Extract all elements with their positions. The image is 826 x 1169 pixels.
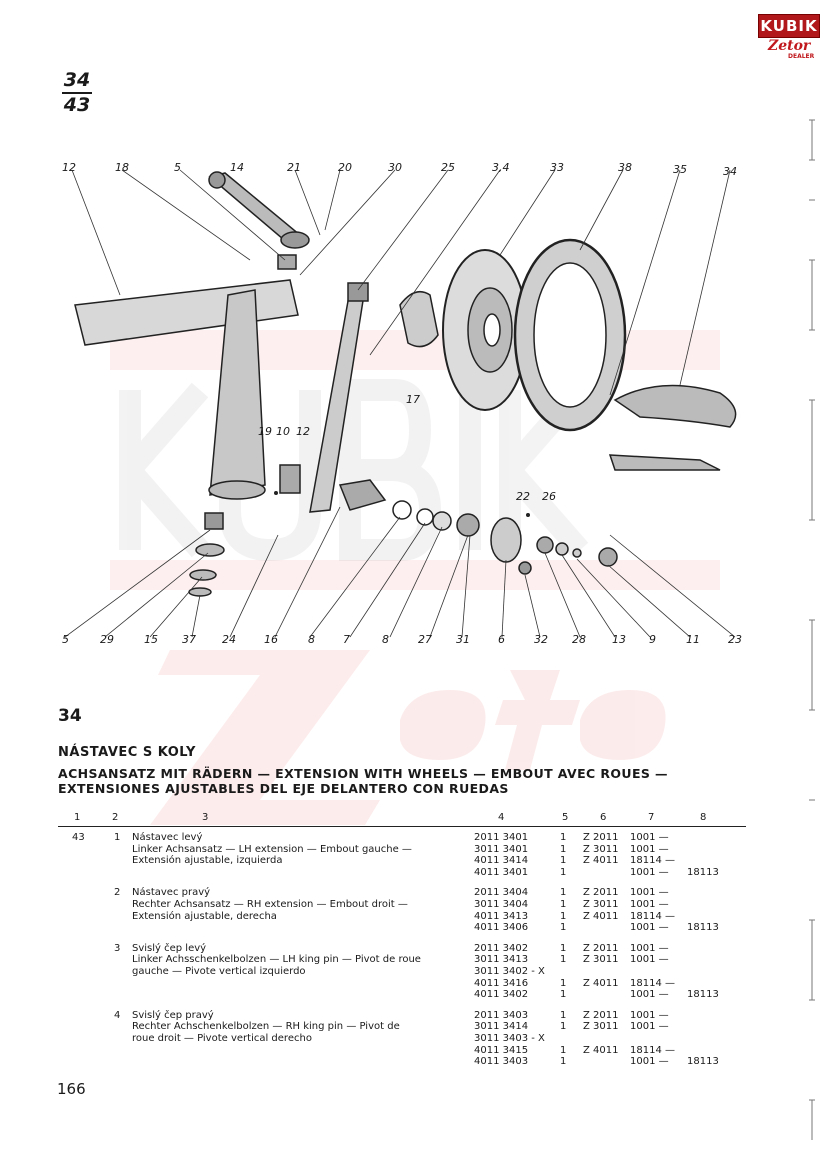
description-line: Nástavec pravý: [132, 887, 211, 899]
table-header-rule: [58, 826, 746, 827]
callout-label: 34: [723, 165, 737, 178]
callout-label: 35: [673, 163, 687, 176]
tractor-model: Z 4011: [583, 855, 619, 867]
callout-label: 30: [388, 161, 402, 174]
part-number: 4011 3414: [474, 855, 529, 867]
tractor-model: Z 3011: [583, 1021, 619, 1033]
part-quantity-column: [560, 832, 566, 878]
part-number: 4011 3403: [474, 1056, 529, 1068]
description-line: Rechter Achschenkelbolzen — RH king pin — Pivot de: [132, 1021, 400, 1033]
tractor-model: Z 4011: [583, 910, 619, 922]
kubik-zetor-logo: [758, 14, 820, 64]
callout-label: 38: [618, 161, 632, 174]
callout-label: 26: [542, 490, 556, 503]
tractor-model: Z 2011: [583, 887, 619, 899]
serial-from-column: [630, 943, 675, 1001]
tractor-model-column: [583, 943, 618, 1001]
part-position: 4: [114, 1009, 121, 1021]
serial-to: [687, 911, 719, 923]
part-quantity-column: [560, 887, 566, 933]
section-title-multilingual: ACHSANSATZ MIT RÄDERN — EXTENSION WITH WHEELS — EMBOUT AVEC ROUES — EXTENSIONES AJUSTABLES DEL EJE DELANTERO CON RUEDAS: [58, 766, 668, 796]
section-title-czech: NÁSTAVEC S KOLY: [58, 745, 196, 760]
serial-to: [687, 1021, 719, 1033]
serial-to: 18113: [687, 866, 719, 878]
part-entry: [0, 832, 826, 878]
page-ref-top: 34: [63, 69, 91, 91]
part-quantity: 1: [560, 942, 567, 954]
serial-from: 18114 —: [630, 1044, 675, 1056]
callout-layer: [40, 155, 800, 655]
serial-from-column: [630, 1010, 675, 1068]
callout-label: 14: [230, 161, 244, 174]
callout-label: 15: [144, 633, 158, 646]
part-position: 2: [114, 887, 121, 899]
part-number: 2011 3401: [474, 832, 529, 843]
tractor-model: Z 3011: [583, 843, 619, 855]
callout-label: 3,4: [492, 161, 510, 174]
part-quantity: 1: [560, 866, 567, 878]
tractor-model: [583, 922, 618, 934]
serial-from: 1001 —: [630, 942, 669, 954]
column-header: 2: [112, 812, 119, 823]
part-entry: [0, 1010, 826, 1068]
tractor-model: [583, 966, 618, 978]
part-description: [132, 832, 467, 867]
part-quantity: 1: [560, 1044, 567, 1056]
column-header: 1: [74, 812, 81, 823]
part-number: 4011 3406: [474, 922, 529, 934]
part-number-column: [474, 1010, 545, 1068]
serial-to: [687, 978, 719, 990]
callout-label: 11: [686, 633, 700, 646]
part-number-column: [474, 832, 528, 878]
callout-label: 16: [264, 633, 278, 646]
description-line: Svislý čep pravý: [132, 1009, 214, 1021]
serial-from: 1001 —: [630, 887, 669, 899]
part-description: [132, 943, 467, 978]
group-reference: 43: [72, 832, 85, 843]
description-line: roue droit — Pivote vertical derecho: [132, 1032, 312, 1044]
description-line: Rechter Achsansatz — RH extension — Embout droit —: [132, 898, 408, 910]
page-reference: [62, 70, 92, 116]
description-line: Extensión ajustable, derecha: [132, 910, 277, 922]
callout-label: 32: [534, 633, 548, 646]
serial-from: [630, 1033, 675, 1045]
serial-from-column: [630, 832, 675, 878]
tractor-model: [583, 989, 618, 1001]
part-number: 4011 3415: [474, 1044, 529, 1056]
description-line: Linker Achsschenkelbolzen — LH king pin — Pivot de roue: [132, 954, 421, 966]
serial-from: 18114 —: [630, 910, 675, 922]
part-number: 4011 3402: [474, 989, 529, 1001]
part-quantity-column: [560, 1010, 566, 1068]
description-line: Extensión ajustable, izquierda: [132, 855, 283, 867]
part-quantity: [560, 1033, 566, 1045]
callout-label: 28: [572, 633, 586, 646]
callout-label: 8: [382, 633, 389, 646]
part-number: 4011 3401: [474, 866, 529, 878]
serial-from: 1001 —: [630, 898, 669, 910]
part-quantity: 1: [560, 977, 567, 989]
column-header: 6: [600, 812, 607, 823]
part-entry: [0, 943, 826, 1001]
callout-label: 12: [62, 161, 76, 174]
column-header: 3: [202, 812, 209, 823]
serial-to: [687, 832, 719, 844]
tractor-model-column: [583, 887, 618, 933]
part-number: 3011 3401: [474, 843, 529, 855]
serial-from: 18114 —: [630, 855, 675, 867]
part-number: 4011 3416: [474, 977, 529, 989]
serial-to: [687, 1010, 719, 1022]
page-number: 166: [57, 1080, 86, 1098]
part-number-column: [474, 887, 528, 933]
column-header: 7: [648, 812, 655, 823]
part-number: 3011 3403 - X: [474, 1032, 545, 1044]
serial-to: [687, 943, 719, 955]
serial-to: [687, 1045, 719, 1057]
serial-to: [687, 844, 719, 856]
callout-label: 24: [222, 633, 236, 646]
callout-label: 10: [276, 425, 290, 438]
part-number-column: [474, 943, 545, 1001]
serial-to-column: [687, 887, 719, 933]
part-quantity: 1: [560, 954, 567, 966]
callout-label: 5: [174, 161, 181, 174]
tractor-model: Z 2011: [583, 942, 619, 954]
serial-to-column: [687, 1010, 719, 1068]
callout-label: 18: [115, 161, 129, 174]
tractor-model: [583, 1033, 618, 1045]
callout-label: 25: [441, 161, 455, 174]
serial-from: 18114 —: [630, 977, 675, 989]
tractor-model: Z 3011: [583, 954, 619, 966]
part-number: 3011 3413: [474, 954, 529, 966]
callout-label: 12: [296, 425, 310, 438]
tractor-model: Z 3011: [583, 898, 619, 910]
callout-label: 22: [516, 490, 530, 503]
part-number: 3011 3414: [474, 1021, 529, 1033]
part-quantity: 1: [560, 922, 567, 934]
logo-zetor-text: Zetor: [768, 38, 811, 54]
callout-label: 33: [550, 161, 564, 174]
serial-to: [687, 966, 719, 978]
serial-to: [687, 1033, 719, 1045]
logo-kubik-text: KUBIK: [758, 14, 820, 38]
serial-to: 18113: [687, 989, 719, 1001]
serial-from: 1001 —: [630, 922, 669, 934]
tractor-model: Z 4011: [583, 1044, 619, 1056]
part-quantity: 1: [560, 887, 567, 899]
part-position: 3: [114, 942, 121, 954]
tractor-model: Z 2011: [583, 1009, 619, 1021]
serial-from: 1001 —: [630, 843, 669, 855]
tractor-model: Z 4011: [583, 977, 619, 989]
callout-label: 37: [182, 633, 196, 646]
callout-label: 8: [308, 633, 315, 646]
logo-dealer-text: DEALER: [788, 53, 815, 60]
part-description: [132, 887, 467, 922]
part-quantity: 1: [560, 855, 567, 867]
tractor-model: [583, 867, 618, 879]
serial-to: [687, 887, 719, 899]
part-number: 4011 3413: [474, 910, 529, 922]
callout-label: 9: [649, 633, 656, 646]
description-line: Nástavec levý: [132, 832, 203, 843]
description-line: gauche — Pivote vertical izquierdo: [132, 965, 306, 977]
tractor-model-column: [583, 832, 618, 878]
part-quantity-column: [560, 943, 566, 1001]
serial-to: [687, 899, 719, 911]
part-position: 1: [114, 832, 121, 843]
column-header: 8: [700, 812, 707, 823]
callout-label: 17: [406, 393, 420, 406]
callout-label: 21: [287, 161, 301, 174]
part-quantity: 1: [560, 1056, 567, 1068]
callout-label: 23: [728, 633, 742, 646]
part-quantity: 1: [560, 910, 567, 922]
callout-label: 6: [498, 633, 505, 646]
part-entry: [0, 887, 826, 933]
part-quantity: [560, 966, 566, 978]
description-line: Linker Achsansatz — LH extension — Embout gauche —: [132, 843, 412, 855]
description-line: Svislý čep levý: [132, 942, 207, 954]
serial-from: 1001 —: [630, 1056, 669, 1068]
serial-to-column: [687, 832, 719, 878]
page-ref-bottom: 43: [63, 94, 91, 116]
callout-label: 7: [343, 633, 350, 646]
callout-label: 29: [100, 633, 114, 646]
serial-to: 18113: [687, 1056, 719, 1068]
tractor-model: [583, 1056, 618, 1068]
callout-label: 31: [456, 633, 470, 646]
serial-from: 1001 —: [630, 1021, 669, 1033]
callout-label: 20: [338, 161, 352, 174]
serial-from: 1001 —: [630, 1009, 669, 1021]
serial-to: [687, 954, 719, 966]
part-quantity: 1: [560, 1021, 567, 1033]
part-quantity: 1: [560, 898, 567, 910]
section-number: 34: [58, 706, 82, 726]
part-number: 2011 3403: [474, 1009, 529, 1021]
column-header: 4: [498, 812, 505, 823]
part-number: 2011 3402: [474, 942, 529, 954]
callout-label: 19: [258, 425, 272, 438]
part-number: 3011 3402 - X: [474, 965, 545, 977]
tractor-model-column: [583, 1010, 618, 1068]
part-quantity: 1: [560, 1009, 567, 1021]
serial-from-column: [630, 887, 675, 933]
serial-to: [687, 855, 719, 867]
column-header: 5: [562, 812, 569, 823]
callout-label: 5: [62, 633, 69, 646]
part-number: 3011 3404: [474, 898, 529, 910]
serial-from: 1001 —: [630, 832, 669, 843]
part-quantity: 1: [560, 989, 567, 1001]
part-quantity: 1: [560, 843, 567, 855]
part-number: 2011 3404: [474, 887, 529, 899]
serial-to: 18113: [687, 922, 719, 934]
page-edge-marks: [806, 100, 816, 1160]
serial-from: 1001 —: [630, 989, 669, 1001]
serial-from: 1001 —: [630, 866, 669, 878]
callout-label: 27: [418, 633, 432, 646]
serial-from: 1001 —: [630, 954, 669, 966]
part-description: [132, 1010, 467, 1045]
callout-label: 13: [612, 633, 626, 646]
part-quantity: 1: [560, 832, 567, 843]
tractor-model: Z 2011: [583, 832, 619, 843]
serial-to-column: [687, 943, 719, 1001]
parts-table: [0, 832, 826, 1068]
serial-from: [630, 966, 675, 978]
